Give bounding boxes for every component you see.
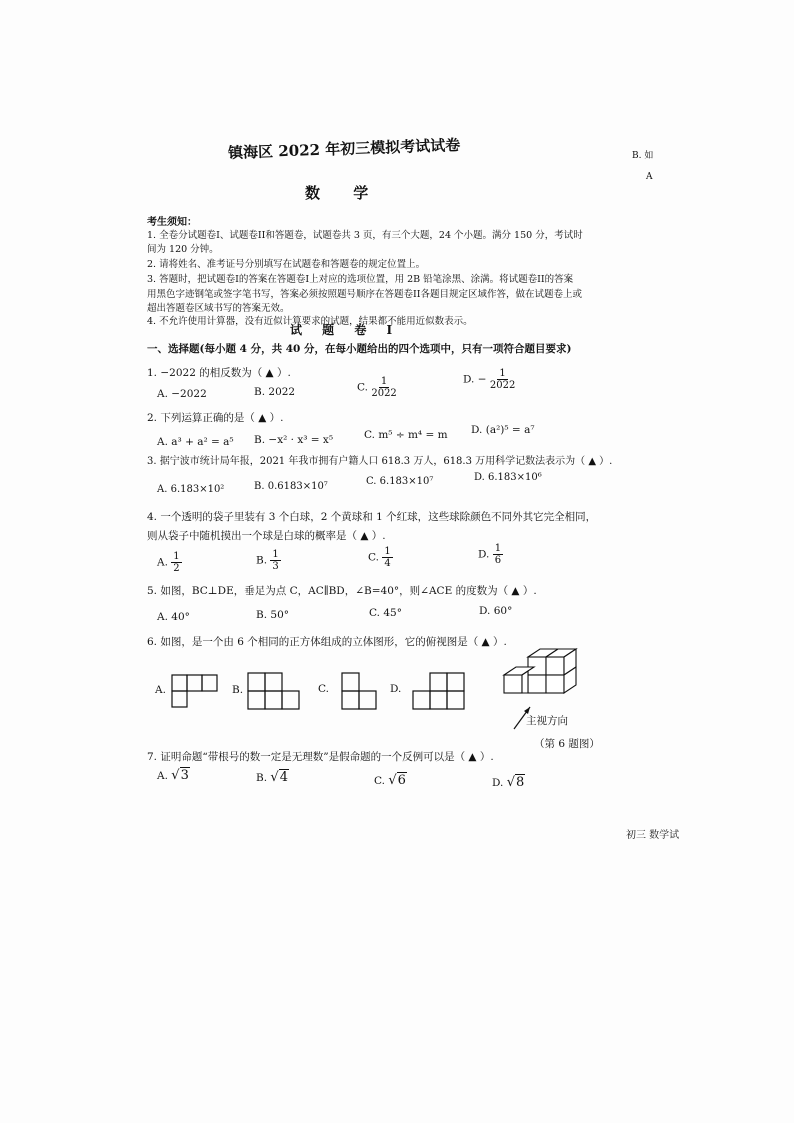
q2-option-b: B. −x² · x³ = x⁵ (254, 434, 334, 446)
q1-option-d-fraction: $\frac{1}{2022}$ (489, 368, 516, 391)
q4-option-a-fraction: $\frac{1}{2}$ (173, 551, 180, 574)
q7-option-a-sqrt: √3 (171, 768, 189, 783)
q1-option-b: B. 2022 (254, 386, 296, 398)
q5-option-a: A. 40° (157, 611, 190, 623)
q6-option-c-label: C. (318, 683, 329, 695)
q7-option-c: C. √6 (374, 773, 406, 788)
q7-option-d: D. √8 (492, 775, 525, 790)
q4-option-a: A. $\frac{1}{2}$ (157, 551, 180, 574)
corner-fragment-top: B. 如 (632, 151, 654, 161)
q1-option-c (357, 376, 397, 399)
q1-option-c-fraction: $\frac{1}{2022}$ (371, 376, 397, 399)
note-line: 用黑色字迹钢笔或签字笔书写，答案必须按照题号顺序在答题卷II各题目规定区域作答，做在试题卷上或 (147, 289, 583, 300)
q5-option-d: D. 60° (479, 605, 513, 617)
q4-option-d-fraction: $\frac{1}{6}$ (494, 543, 502, 566)
section-title: 试 题 卷 I (290, 323, 401, 337)
question-5-stem: 5. 如图，BC⊥DE，垂足为点 C，AC∥BD，∠B=40°，则∠ACE 的度数为（ ▲ ）. (147, 585, 537, 597)
q3-option-c: C. 6.183×10⁷ (366, 476, 434, 487)
q1-option-a: A. −2022 (157, 388, 207, 400)
question-6-stem: 6. 如图，是一个由 6 个相同的正方体组成的立体图形，它的俯视图是（ ▲ ）. (147, 636, 507, 648)
q4-option-d: D. $\frac{1}{6}$ (478, 543, 502, 566)
question-3-stem: 3. 据宁波市统计局年报，2021 年我市拥有户籍人口 618.3 万人，618.3 万用科学记数法表示为（ ▲ ）. (147, 456, 613, 467)
question-4-stem-line2: 则从袋子中随机摸出一个球是白球的概率是（ ▲ ）. (147, 530, 386, 542)
q4-option-c: C. $\frac{1}{4}$ (368, 546, 391, 569)
q5-option-c: C. 45° (369, 607, 402, 619)
exam-title: 镇海区 2022 年初三模拟考试试卷 (227, 135, 461, 163)
q7-option-d-sqrt: √8 (506, 775, 525, 790)
question-2-stem: 2. 下列运算正确的是（ ▲ ）. (147, 412, 284, 424)
q3-option-d: D. 6.183×10⁶ (474, 472, 542, 483)
q7-option-c-sqrt: √6 (388, 773, 406, 788)
q7-option-b-sqrt: √4 (270, 770, 288, 785)
page-footer: 初三 数学试 (626, 830, 680, 841)
q3-option-a: A. 6.183×10² (157, 484, 225, 495)
q6-option-a-label: A. (155, 684, 166, 696)
q6-option-d-label: D. (390, 683, 402, 695)
question-7-stem: 7. 证明命题“带根号的数一定是无理数”是假命题的一个反例可以是（ ▲ ）. (147, 751, 494, 763)
q6-option-d-top-view (413, 673, 467, 711)
q4-option-b: B. $\frac{1}{3}$ (256, 549, 279, 572)
q5-option-b: B. 50° (256, 609, 290, 621)
note-line: 2. 请将姓名、准考证号分别填写在试题卷和答题卷的规定位置上。 (147, 259, 426, 270)
exam-subject: 数 学 (305, 184, 383, 202)
q3-option-b: B. 0.6183×10⁷ (254, 481, 328, 492)
q2-option-a: A. a³ + a² = a⁵ (157, 436, 234, 448)
q6-view-direction-label: 主视方向 (526, 715, 568, 727)
q4-option-b-fraction: $\frac{1}{3}$ (272, 549, 279, 572)
section-heading: 一、选择题(每小题 4 分，共 40 分，在每小题给出的四个选项中，只有一项符合题目要求) (147, 343, 572, 355)
corner-fragment-bottom: A (646, 172, 653, 182)
q1-option-d (463, 368, 515, 391)
q2-option-d: D. (a²)⁵ = a⁷ (471, 424, 535, 436)
note-line: 3. 答题时，把试题卷I的答案在答题卷I上对应的选项位置，用 2B 铅笔涂黑、涂满。将试题卷II的答案 (147, 274, 574, 285)
note-line: 间为 120 分钟。 (147, 244, 219, 255)
q6-option-b-top-view (248, 673, 300, 711)
q2-option-c: C. m⁵ ÷ m⁴ = m (364, 429, 448, 441)
question-4-stem-line1: 4. 一个透明的袋子里装有 3 个白球，2 个黄球和 1 个红球，这些球除颜色不同外其它完全相同， (147, 511, 597, 523)
q6-figure-caption: （第 6 题图） (534, 738, 600, 750)
q7-option-a: A. √3 (157, 768, 189, 783)
q6-option-a-top-view (172, 675, 220, 709)
note-line: 1. 全卷分试题卷I、试题卷II和答题卷，试题卷共 3 页，有三个大题，24 个小题。满分 150 分，考试时 (147, 230, 583, 241)
question-1-stem: 1. −2022 的相反数为（ ▲ ）. (147, 367, 291, 379)
q4-option-c-fraction: $\frac{1}{4}$ (384, 546, 391, 569)
q1-option-d-label: D. − (463, 373, 487, 386)
q1-option-c-label: C. (357, 381, 368, 394)
note-line: 4. 不允许使用计算器，没有近似计算要求的试题，结果都不能用近似数表示。 (147, 316, 473, 327)
q6-option-b-label: B. (232, 684, 244, 696)
q7-option-b: B. √4 (256, 770, 288, 785)
note-line: 超出答题卷区域书写的答案无效。 (147, 303, 290, 314)
notes-heading: 考生须知： (147, 217, 197, 228)
q6-option-c-top-view (342, 673, 380, 711)
